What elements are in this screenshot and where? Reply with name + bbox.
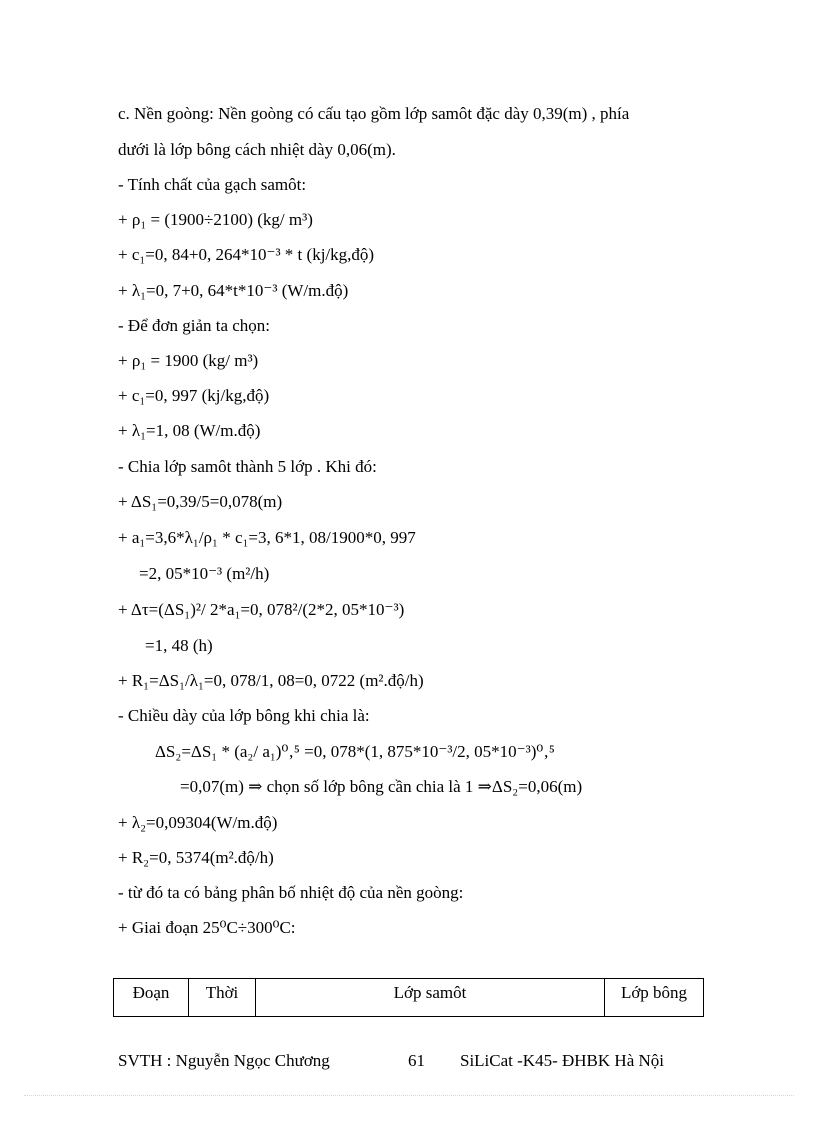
footer-organization: SiLiCat -K45- ĐHBK Hà Nội	[460, 1051, 664, 1070]
text-line: - Để đơn giản ta chọn:	[118, 316, 271, 335]
text-line: =2, 05*10⁻³ (m²/h)	[139, 564, 270, 583]
table-header-cell: Lớp samôt	[256, 979, 605, 1017]
table-header-cell: Đoạn	[114, 979, 189, 1017]
text-line: + c₁=0, 997 (kj/kg,độ)	[118, 386, 270, 405]
text-line: c. Nền goòng: Nền goòng có cấu tạo gồm lớp samôt đặc dày 0,39(m) , phía	[118, 104, 630, 123]
text-line: + Giai đoạn 25⁰C÷300⁰C:	[118, 918, 296, 937]
table-header-row	[114, 979, 704, 1017]
text-line: + λ₂=0,09304(W/m.độ)	[118, 813, 278, 832]
text-line: - Tính chất của gạch samôt:	[118, 175, 307, 194]
text-line: dưới là lớp bông cách nhiệt dày 0,06(m).	[118, 140, 396, 159]
text-line: + λ₁=1, 08 (W/m.độ)	[118, 421, 261, 440]
text-line: + λ₁=0, 7+0, 64*t*10⁻³ (W/m.độ)	[118, 281, 349, 300]
text-line: + c₁=0, 84+0, 264*10⁻³ * t (kj/kg,độ)	[118, 245, 375, 264]
text-line: + ρ₁ = (1900÷2100) (kg/ m³)	[118, 210, 313, 229]
table-header-cell: Thời	[189, 979, 256, 1017]
page-bottom-divider	[24, 1095, 794, 1096]
text-line: =0,07(m) ⇒ chọn số lớp bông cần chia là 1 ⇒ΔS₂=0,06(m)	[180, 777, 583, 796]
text-line: - Chiều dày của lớp bông khi chia là:	[118, 706, 370, 725]
text-line: =1, 48 (h)	[145, 636, 213, 655]
text-line: + Δτ=(ΔS₁)²/ 2*a₁=0, 078²/(2*2, 05*10⁻³)	[118, 600, 405, 619]
temperature-table	[113, 978, 704, 1017]
text-line: + R₂=0, 5374(m².độ/h)	[118, 848, 274, 867]
footer-page-number: 61	[408, 1051, 425, 1070]
text-line: ΔS₂=ΔS₁ * (a₂/ a₁)⁰‚⁵ =0, 078*(1, 875*10⁻³/2, 05*10⁻³)⁰‚⁵	[155, 742, 555, 761]
text-line: + ρ₁ = 1900 (kg/ m³)	[118, 351, 259, 370]
text-line: - Chia lớp samôt thành 5 lớp . Khi đó:	[118, 457, 377, 476]
table-header-cell: Lớp bông	[605, 979, 704, 1017]
text-line: + a₁=3,6*λ₁/ρ₁ * c₁=3, 6*1, 08/1900*0, 997	[118, 528, 416, 547]
text-line: - từ đó ta có bảng phân bố nhiệt độ của nền goòng:	[118, 883, 464, 902]
footer-author: SVTH : Nguyễn Ngọc Chương	[118, 1051, 330, 1070]
text-line: + R₁=ΔS₁/λ₁=0, 078/1, 08=0, 0722 (m².độ/h)	[118, 671, 424, 690]
text-line: + ΔS₁=0,39/5=0,078(m)	[118, 492, 283, 511]
